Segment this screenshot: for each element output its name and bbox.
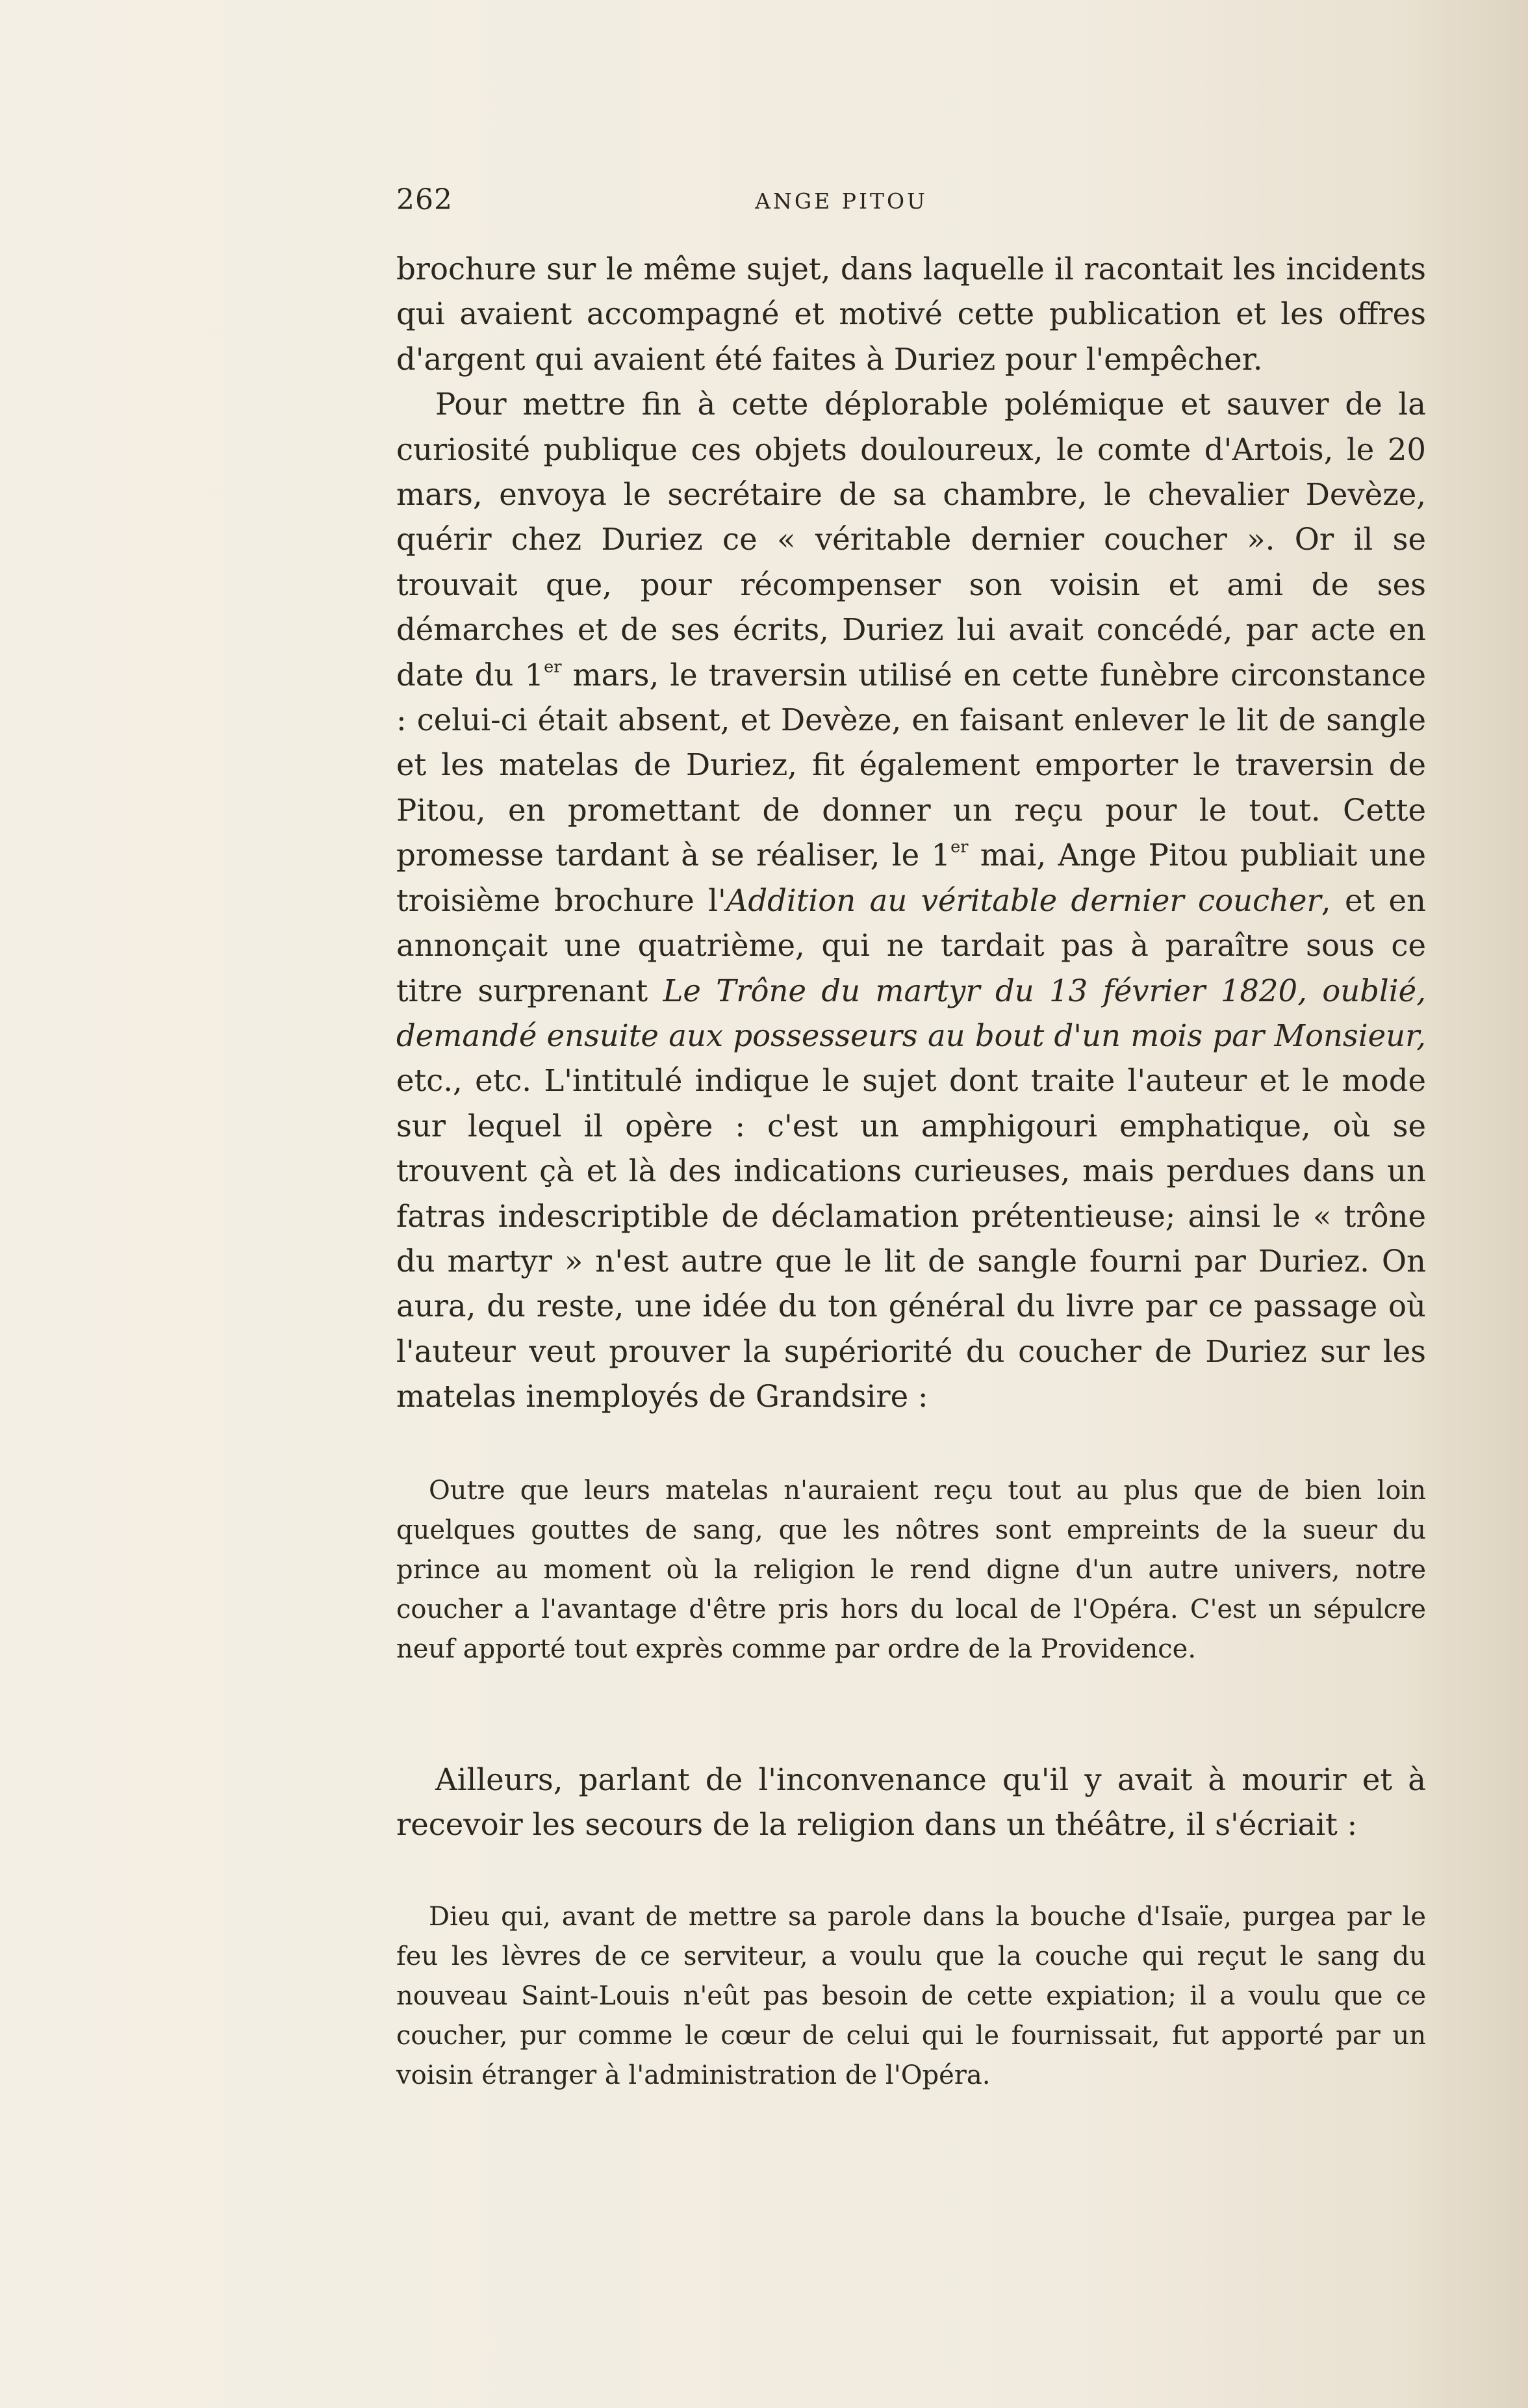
running-title: ANGE PITOU bbox=[755, 188, 928, 214]
paragraph-1: brochure sur le même sujet, dans laquelle il racontait les incidents qui avaient accompagné et motivé cette publication et les offres d'argent qui avaient été faites à Duriez pour l'empêcher. bbox=[396, 251, 1426, 377]
block-quote-1 bbox=[396, 1471, 1426, 1669]
paragraph-3-block bbox=[396, 1758, 1426, 1848]
ordinal-superscript-1: er bbox=[544, 657, 562, 677]
paragraph-2-part-1: Pour mettre fin à cette déplorable polémique et sauver de la curiosité publique ces objets douloureux, le comte d'Artois, le 20 mars, envoya le secrétaire de sa chambre, le chevalier Devèze, quérir chez Duriez ce « véritable dernier coucher ». Or il se trouvait que, pour récompenser son voisin et ami de ses démarches et de ses écrits, Duriez lui avait concédé, par acte en date du 1 bbox=[396, 387, 1426, 693]
quote-2-text: Dieu qui, avant de mettre sa parole dans la bouche d'Isaïe, purgea par le feu les lèvres de ce serviteur, a voulu que la couche qui reçut le sang du nouveau Saint-Louis n'eût pas besoin de cette expiation; il a voulu que ce coucher, pur comme le cœur de celui qui le fournissait, fut apporté par un voisin étranger à l'administration de l'Opéra. bbox=[396, 1902, 1426, 2090]
book-title-trone: Le Trône du martyr du 13 février 1820, oublié, demandé ensuite aux possesseurs au bout d'un mois par Monsieur, bbox=[396, 973, 1426, 1053]
ordinal-superscript-2: er bbox=[950, 837, 969, 857]
page-header bbox=[396, 183, 1416, 222]
book-title-addition: Addition au véritable dernier coucher bbox=[726, 882, 1321, 918]
paragraph-2-part-4: , et en annonçait une quatrième, qui ne tardait pas à paraître sous ce titre surprenant bbox=[396, 882, 1427, 1008]
paragraph-2 bbox=[396, 382, 1426, 1419]
paragraph-2-part-5: etc., etc. L'intitulé indique le sujet dont traite l'auteur et le mode sur lequel il opère : c'est un amphigouri emphatique, où se trouvent çà et là des indications curieuses, mais perdues dans un fatras indescriptible de déclamation prétentieuse; ainsi le « trône du martyr » n'est autre que le lit de sangle fourni par Duriez. On aura, du reste, une idée du ton général du livre par ce passage où l'auteur veut prouver la supériorité du coucher de Duriez sur les matelas inemployés de Grandsire : bbox=[396, 1063, 1426, 1415]
paragraph-3: Ailleurs, parlant de l'inconvenance qu'il y avait à mourir et à recevoir les secours de la religion dans un théâtre, il s'écriait : bbox=[396, 1762, 1426, 1843]
block-quote-2 bbox=[396, 1897, 1426, 2095]
quote-1-text: Outre que leurs matelas n'auraient reçu tout au plus que de bien loin quelques gouttes de sang, que les nôtres sont empreints de la sueur du prince au moment où la religion le rend digne d'un autre univers, notre coucher a l'avantage d'être pris hors du local de l'Opéra. C'est un sépulcre neuf apporté tout exprès comme par ordre de la Providence. bbox=[396, 1476, 1426, 1664]
main-text bbox=[396, 247, 1426, 1420]
paragraph-2-part-3: mai, Ange Pitou publiait une troisième brochure l' bbox=[396, 838, 1426, 918]
paragraph-2-part-2: mars, le traversin utilisé en cette funèbre circonstance : celui-ci était absent, et Devèze, en faisant enlever le lit de sangle et les matelas de Duriez, fit également emporter le traversin de Pitou, en promettant de donner un reçu pour le tout. Cette promesse tardant à se réaliser, le 1 bbox=[396, 657, 1426, 873]
page-number: 262 bbox=[396, 183, 453, 216]
